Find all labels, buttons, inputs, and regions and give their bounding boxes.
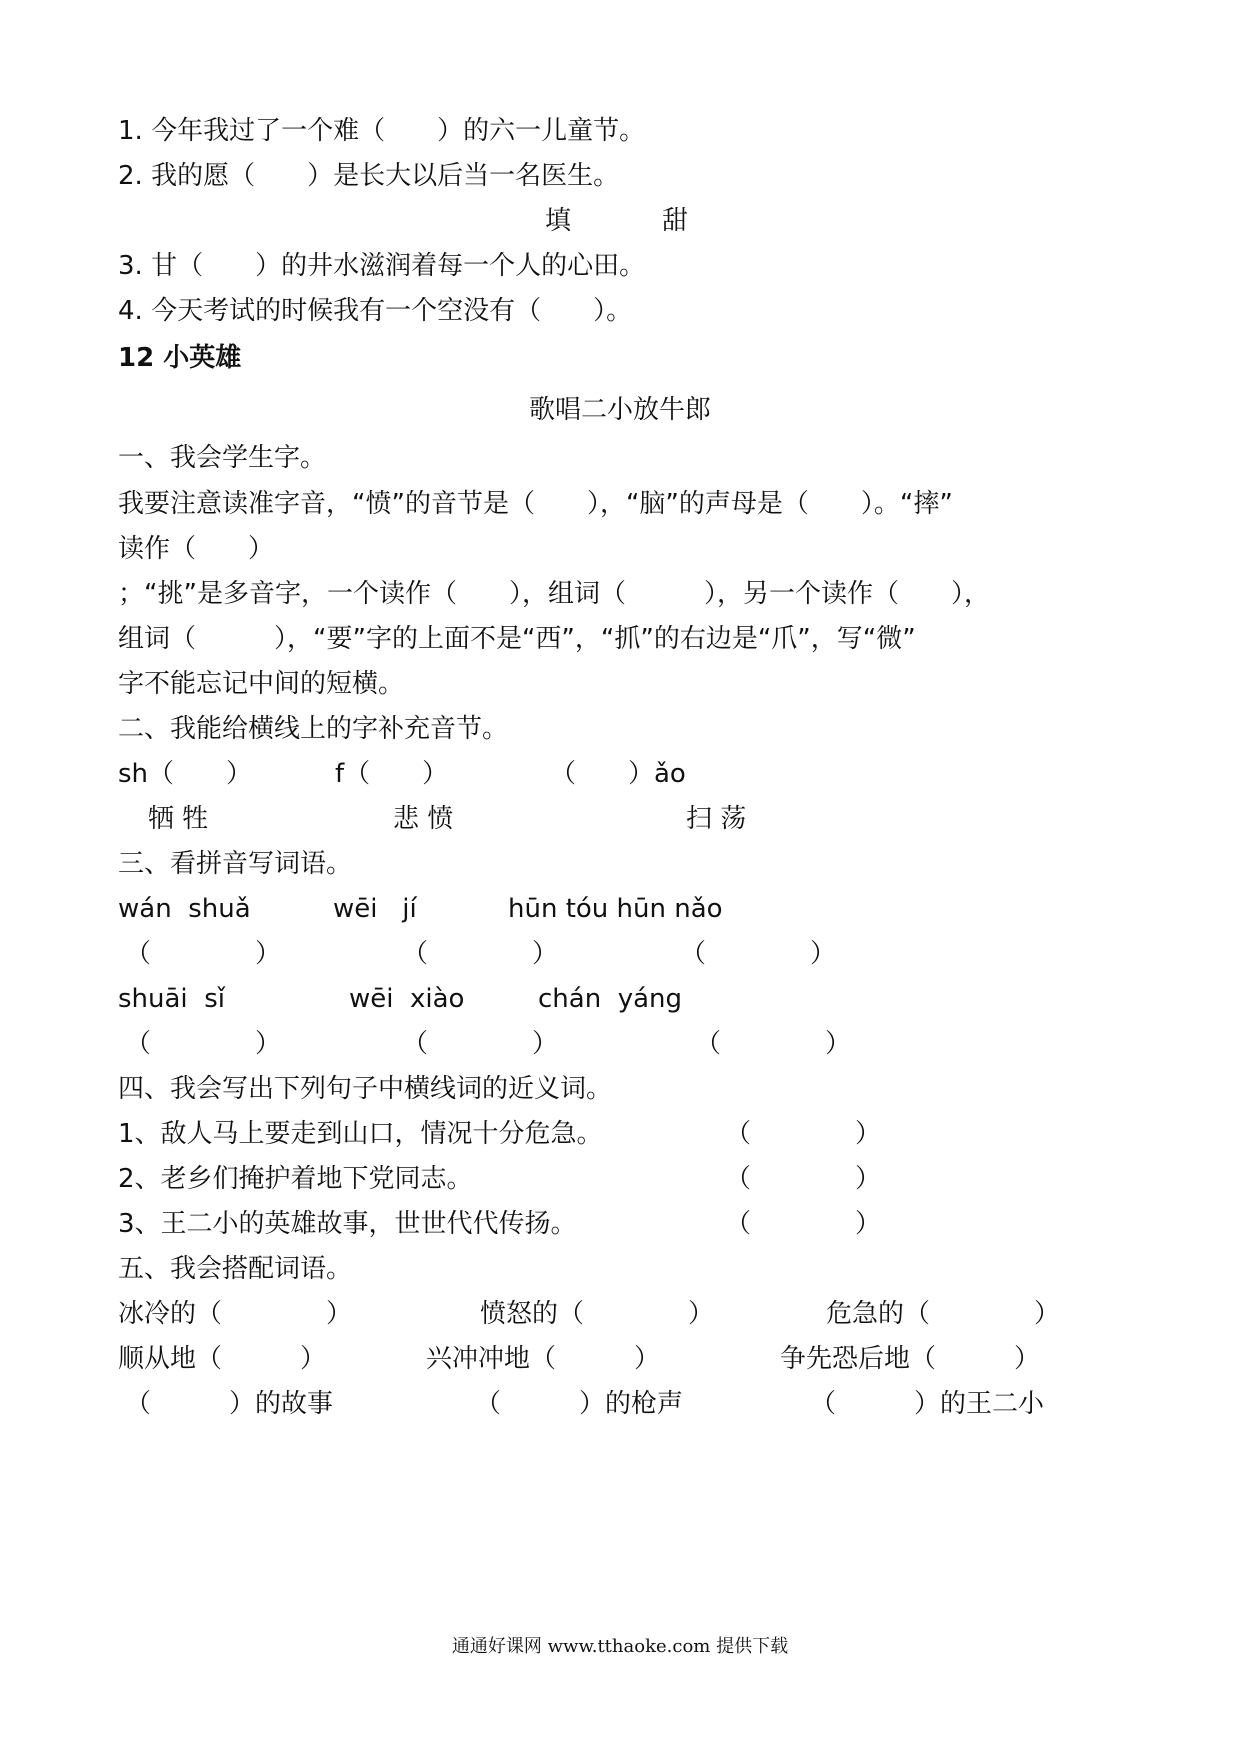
section-1-line-5: 字不能忘记中间的短横。 — [118, 669, 405, 699]
synonym-item-3: 3、王二小的英雄故事，世世代代传扬。 — [118, 1209, 577, 1239]
pinyin-weixiao: wēi xiào — [349, 984, 465, 1014]
lesson-heading: 12 小英雄 — [118, 343, 242, 373]
word-xisheng: 牺 牲 — [148, 804, 209, 834]
match-zhengxian: 争先恐后地（ ） — [780, 1344, 1041, 1374]
match-weiji: 危急的（ ） — [826, 1299, 1061, 1329]
section-1-line-2: 读作（ ） — [118, 534, 275, 564]
pinyin-weiji: wēi jí — [333, 894, 417, 924]
section-1-title: 一、我会学生字。 — [118, 443, 327, 473]
pinyin-shuaisi: shuāi sǐ — [118, 984, 225, 1014]
pinyin-huntouhunnao: hūn tóu hūn nǎo — [508, 894, 723, 924]
synonym-item-2: 2、老乡们掩护着地下党同志。 — [118, 1164, 473, 1194]
answer-blank: （ ） — [680, 939, 837, 969]
question-4: 4. 今天考试的时候我有一个空没有（ ）。 — [118, 296, 633, 326]
match-qiangsheng: （ ）的枪声 — [475, 1389, 684, 1419]
pinyin-blank-1: sh（ ） — [118, 759, 253, 789]
answer-blank: （ ） — [125, 939, 282, 969]
footer-source: 通通好课网 www.tthaoke.com 提供下载 — [451, 1636, 789, 1657]
section-3-title: 三、看拼音写词语。 — [118, 849, 353, 879]
lesson-subtitle: 歌唱二小放牛郎 — [528, 395, 711, 425]
question-2: 2. 我的愿（ ）是长大以后当一名医生。 — [118, 161, 620, 191]
section-1-line-1: 我要注意读准字音，“愤”的音节是（ ），“脑”的声母是（ ）。“摔” — [118, 489, 953, 519]
synonym-item-1: 1、敌人马上要走到山口，情况十分危急。 — [118, 1119, 603, 1149]
section-2-title: 二、我能给横线上的字补充音节。 — [118, 714, 509, 744]
section-1-line-4: 组词（ ），“要”字的上面不是“西”，“抓”的右边是“爪”，写“微” — [118, 624, 916, 654]
option-tian-fill: 填 — [545, 206, 572, 236]
section-5-title: 五、我会搭配词语。 — [118, 1254, 353, 1284]
question-1: 1. 今年我过了一个难（ ）的六一儿童节。 — [118, 116, 646, 146]
pinyin-chanyang: chán yáng — [538, 984, 683, 1014]
pinyin-blank-2: f（ ） — [335, 759, 449, 789]
match-shuncong: 顺从地（ ） — [118, 1344, 327, 1374]
question-3: 3. 甘（ ）的井水滋润着每一个人的心田。 — [118, 251, 646, 281]
synonym-blank-3: （ ） — [725, 1209, 882, 1239]
match-wangerxiao: （ ）的王二小 — [810, 1389, 1045, 1419]
synonym-blank-1: （ ） — [725, 1119, 882, 1149]
match-xingchongchong: 兴冲冲地（ ） — [426, 1344, 661, 1374]
match-fennu: 愤怒的（ ） — [480, 1299, 715, 1329]
option-tian-sweet: 甜 — [662, 206, 689, 236]
word-saodang: 扫 荡 — [686, 804, 747, 834]
pinyin-blank-3: （ ）ǎo — [550, 759, 686, 789]
answer-blank: （ ） — [402, 939, 559, 969]
match-bingleng: 冰冷的（ ） — [118, 1299, 353, 1329]
answer-blank: （ ） — [695, 1029, 852, 1059]
word-beifen: 悲 愤 — [393, 804, 454, 834]
match-gushi: （ ）的故事 — [125, 1389, 334, 1419]
pinyin-wanshua: wán shuǎ — [118, 894, 251, 924]
section-4-title: 四、我会写出下列句子中横线词的近义词。 — [118, 1074, 613, 1104]
section-1-line-3: ；“挑”是多音字，一个读作（ ），组词（ ），另一个读作（ ）， — [118, 579, 990, 609]
synonym-blank-2: （ ） — [725, 1164, 882, 1194]
answer-blank: （ ） — [402, 1029, 559, 1059]
answer-blank: （ ） — [125, 1029, 282, 1059]
